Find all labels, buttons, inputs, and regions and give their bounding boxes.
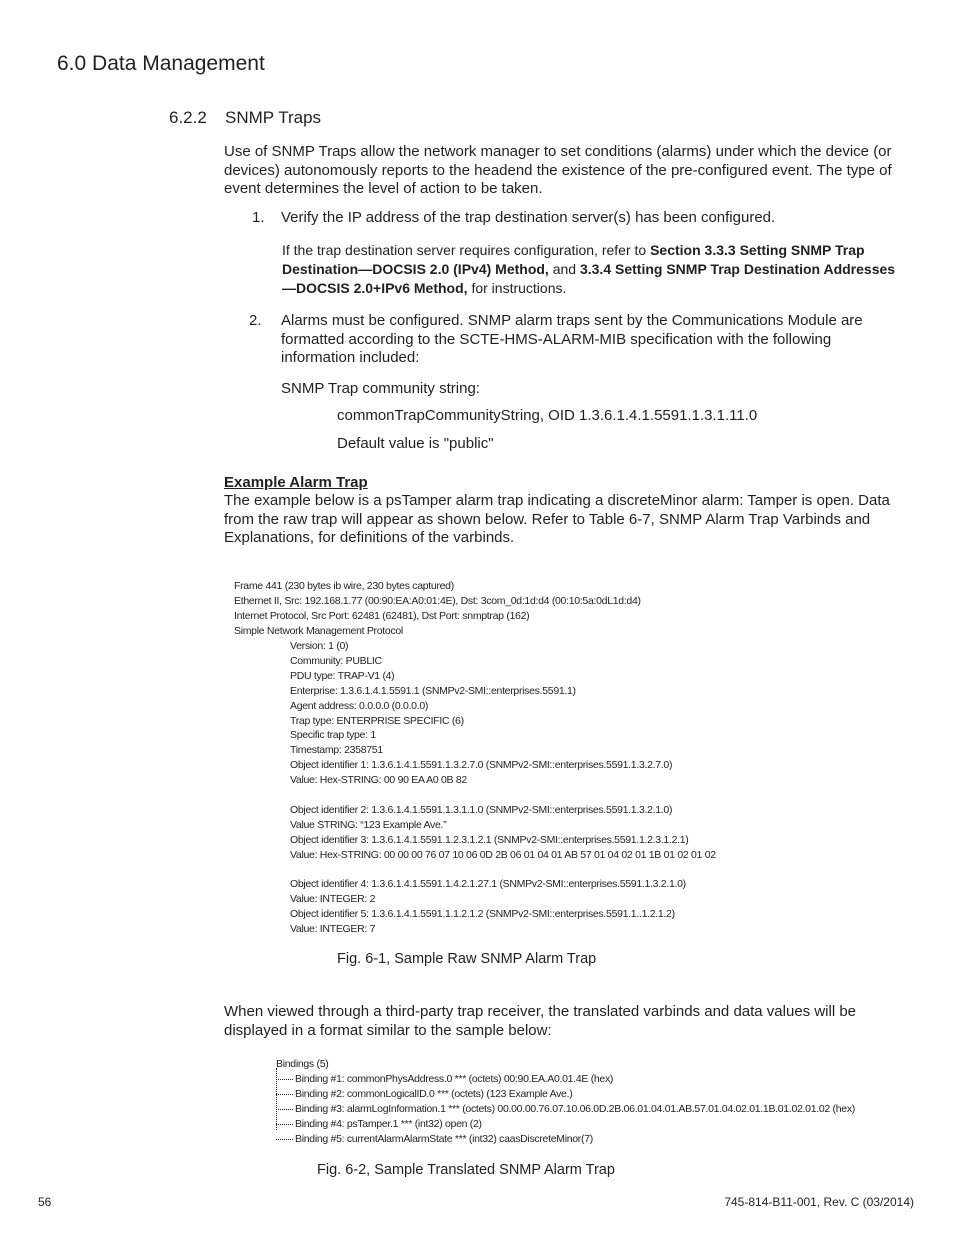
raw-field-line: Value STRING: “123 Example Ave.” [290, 818, 447, 831]
raw-field-line: Specific trap type: 1 [290, 729, 376, 742]
raw-field-line: Value: INTEGER: 7 [290, 923, 376, 936]
raw-field-line: Object identifier 4: 1.3.6.1.4.1.5591.1.4.2.1.27.1 (SNMPv2-SMI::enterprises.5591.1.3.2.1.0) [290, 878, 686, 891]
raw-field-line: Trap type: ENTERPRISE SPECIFIC (6) [290, 714, 464, 727]
raw-field-line: Value: Hex-STRING: 00 00 00 76 07 10 06 0D 2B 06 01 04 01 AB 57 01 04 02 01 1B 01 02 01 02 [290, 848, 716, 861]
community-default-value: Default value is "public" [337, 435, 494, 452]
raw-header-line: Ethernet II, Src: 192.168.1.77 (00:90:EA:A0:01:4E), Dst: 3com_0d:1d:d4 (00:10:5a:0dL1d:d4) [234, 594, 641, 607]
intro-paragraph: Use of SNMP Traps allow the network manager to set conditions (alarms) under which the device (or devices) autonomously reports to the headend the existence of the pre-configured event. The type of event determines the level of action to be taken. [224, 143, 892, 197]
raw-header-line: Simple Network Management Protocol [234, 624, 403, 637]
section-heading [169, 108, 321, 128]
step-2-text: Alarms must be configured. SNMP alarm traps sent by the Communications Module are formatted according to the SCTE-HMS-ALARM-MIB specification with the following information included: [281, 312, 863, 366]
raw-field-line: Timestamp: 2358751 [290, 744, 383, 757]
binding-row [276, 1072, 855, 1087]
figure-2-caption: Fig. 6-2, Sample Translated SNMP Alarm Trap [317, 1162, 615, 1178]
note-suffix: for instructions. [467, 280, 567, 296]
binding-text: Binding #2: commonLogicalID.0 *** (octets) (123 Example Ave.) [295, 1087, 573, 1100]
tree-branch [276, 1079, 293, 1080]
tree-branch [276, 1139, 293, 1140]
raw-field-line: Enterprise: 1.3.6.1.4.1.5591.1 (SNMPv2-SMI::enterprises.5591.1) [290, 684, 576, 697]
binding-row [276, 1087, 855, 1102]
example-title: Example Alarm Trap [224, 474, 368, 491]
note-reference-1: Section 3.3.3 Setting SNMP Trap Destination—DOCSIS 2.0 (IPv4) Method, [282, 242, 865, 277]
raw-field-line: Object identifier 3: 1.3.6.1.4.1.5591.1.2.3.1.2.1 (SNMPv2-SMI::enterprises.5591.1.2.3.1.2.1) [290, 833, 689, 846]
document-number: 745-814-B11-001, Rev. C (03/2014) [724, 1195, 914, 1209]
page-number: 56 [38, 1195, 52, 1209]
raw-field-line: Object identifier 1: 1.3.6.1.4.1.5591.1.3.2.7.0 (SNMPv2-SMI::enterprises.5591.1.3.2.7.0) [290, 759, 673, 772]
binding-text: Binding #5: currentAlarmAlarmState *** (int32) caasDiscreteMinor(7) [295, 1132, 593, 1145]
raw-field-line: Agent address: 0.0.0.0 (0.0.0.0) [290, 699, 429, 712]
step-1-text: Verify the IP address of the trap destination server(s) has been configured. [281, 209, 776, 226]
note-and: and [548, 261, 580, 277]
step-2-number: 2. [249, 312, 262, 329]
binding-text: Binding #1: commonPhysAddress.0 *** (octets) 00:90.EA.A0.01.4E (hex) [295, 1072, 614, 1085]
bindings-title: Bindings (5) [276, 1058, 329, 1070]
binding-text: Binding #4: psTamper.1 *** (int32) open (2) [295, 1117, 482, 1130]
raw-field-line: Value: Hex-STRING: 00 90 EA A0 0B 82 [290, 774, 467, 787]
raw-field-spacer [290, 788, 716, 803]
step-1-note [282, 241, 902, 298]
bindings-tree [276, 1057, 855, 1146]
binding-row [276, 1132, 855, 1147]
raw-field-line: Version: 1 (0) [290, 640, 349, 652]
binding-row [276, 1102, 855, 1117]
raw-field-line: PDU type: TRAP-V1 (4) [290, 669, 395, 682]
section-number: 6.2.2 [169, 108, 207, 127]
raw-header-line: Frame 441 (230 bytes ib wire, 230 bytes captured) [234, 580, 454, 592]
tree-branch [276, 1124, 293, 1125]
step-1-number: 1. [252, 209, 265, 226]
note-reference-2: 3.3.4 Setting SNMP Trap Destination Addresses—DOCSIS 2.0+IPv6 Method, [282, 261, 896, 296]
raw-field-line: Object identifier 2: 1.3.6.1.4.1.5591.1.3.1.1.0 (SNMPv2-SMI::enterprises.5591.1.3.2.1.0) [290, 803, 673, 816]
chapter-title: 6.0 Data Management [57, 52, 265, 75]
raw-field-line: Value: INTEGER: 2 [290, 893, 376, 906]
raw-header-line: Internet Protocol, Src Port: 62481 (62481), Dst Port: snmptrap (162) [234, 609, 530, 622]
tree-branch [276, 1094, 293, 1095]
tree-branch [276, 1109, 293, 1110]
community-string-label: SNMP Trap community string: [281, 380, 480, 397]
section-title: SNMP Traps [225, 108, 322, 127]
raw-trap-fields [290, 639, 716, 937]
binding-row [276, 1117, 855, 1132]
raw-field-line: Object identifier 5: 1.3.6.1.4.1.5591.1.1.2.1.2 (SNMPv2-SMI::enterprises.5591.1..1.2.1.2) [290, 908, 675, 921]
figure-1-caption: Fig. 6-1, Sample Raw SNMP Alarm Trap [337, 951, 597, 967]
community-string-oid: commonTrapCommunityString, OID 1.3.6.1.4.1.5591.1.3.1.11.0 [337, 407, 758, 424]
example-text: The example below is a psTamper alarm trap indicating a discreteMinor alarm: Tamper is open. Data from the raw trap will appear as shown below. Refer to Table 6-7, SNMP Alarm Trap Varbinds and Explanations, for definitions of the varbinds. [224, 492, 890, 546]
raw-field-line: Community: PUBLIC [290, 654, 382, 667]
raw-field-spacer [290, 863, 716, 878]
binding-text: Binding #3: alarmLogInformation.1 *** (octets) 00.00.00.76.07.10.06.0D.2B.06.01.04.01.AB.57.01.04.02.01.1B.01.02.01.02 (hex) [295, 1102, 855, 1115]
translated-intro-text: When viewed through a third-party trap receiver, the translated varbinds and data values will be displayed in a format similar to the sample below: [224, 1003, 857, 1039]
raw-trap-header [234, 579, 641, 639]
note-prefix: If the trap destination server requires configuration, refer to [282, 242, 651, 258]
